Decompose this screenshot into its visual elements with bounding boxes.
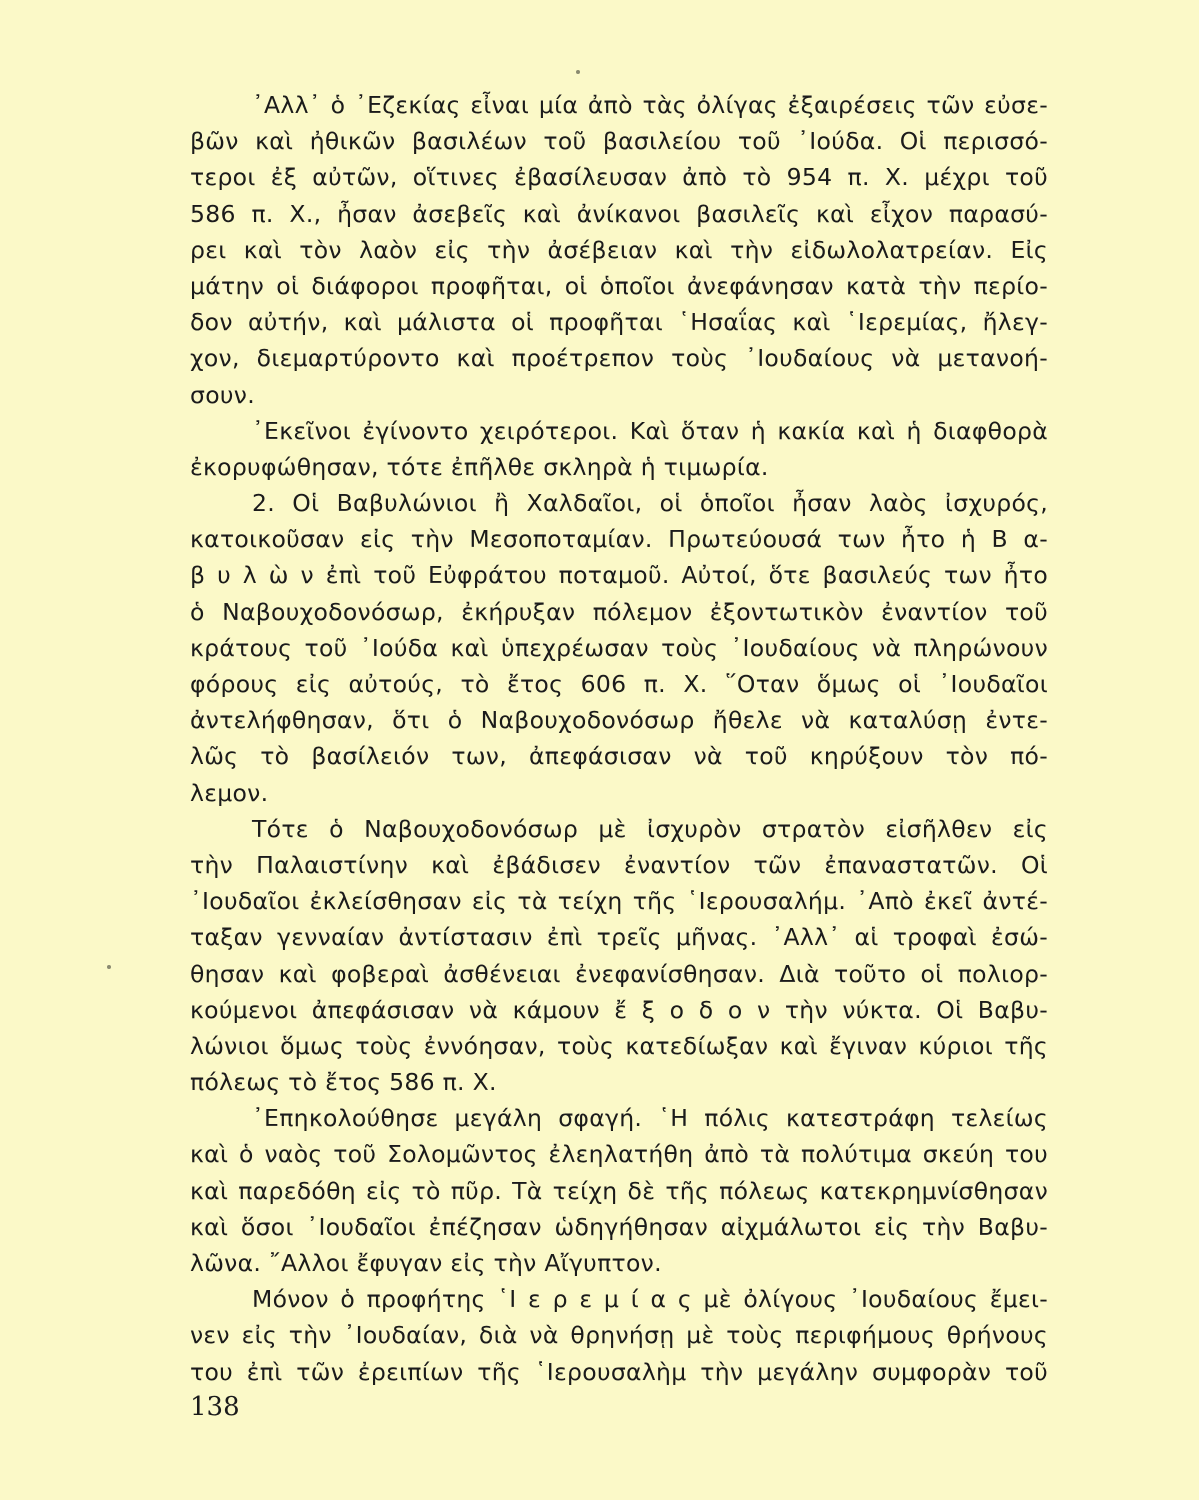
text-line: κατοικοῦσαν εἰς τὴν Μεσοποταμίαν. Πρωτεύουσά των ἦτο ἡ Β α- — [190, 525, 1048, 554]
text-line: κούμενοι ἀπεφάσισαν νὰ κάμουν ἔ ξ ο δ ο ν τὴν νύκτα. Οἱ Βαβυ- — [190, 995, 1048, 1024]
ink-speck — [576, 70, 580, 74]
text-line: κράτους τοῦ ᾿Ιούδα καὶ ὑπεχρέωσαν τοὺς ᾿Ιουδαίους νὰ πληρώνουν — [190, 633, 1048, 662]
text-line: Τότε ὁ Ναβουχοδονόσωρ μὲ ἰσχυρὸν στρατὸν εἰσῆλθεν εἰς — [252, 814, 1048, 843]
text-line: σουν. — [190, 380, 255, 409]
body-text — [190, 87, 1048, 1390]
text-line: λῶς τὸ βασίλειόν των, ἀπεφάσισαν νὰ τοῦ κηρύξουν τὸν πό- — [190, 742, 1048, 771]
text-line: 586 π. Χ., ἦσαν ἀσεβεῖς καὶ ἀνίκανοι βασιλεῖς καὶ εἶχον παρασύ- — [190, 199, 1048, 228]
ink-speck — [107, 965, 111, 969]
text-line: ὁ Ναβουχοδονόσωρ, ἐκήρυξαν πόλεμον ἐξοντωτικὸν ἐναντίον τοῦ — [190, 597, 1048, 626]
text-line: ᾿Αλλ᾿ ὁ ᾿Εζεκίας εἶναι μία ἀπὸ τὰς ὀλίγας ἐξαιρέσεις τῶν εὐσε- — [252, 91, 1048, 119]
text-line: β υ λ ὼ ν ἐπὶ τοῦ Εὐφράτου ποταμοῦ. Αὐτοί, ὅτε βασιλεύς των ἦτο — [190, 561, 1048, 590]
text-line: ᾿Εκεῖνοι ἐγίνοντο χειρότεροι. Καὶ ὅταν ἡ κακία καὶ ἡ διαφθορὰ — [252, 416, 1048, 445]
text-line: Μόνον ὁ προφήτης ῾Ι ε ρ ε μ ί α ς μὲ ὀλίγους ᾿Ιουδαίους ἔμει- — [252, 1285, 1048, 1314]
text-line: ᾿Ιουδαῖοι ἐκλείσθησαν εἰς τὰ τείχη τῆς ῾Ιερουσαλήμ. ᾿Απὸ ἐκεῖ ἀντέ- — [190, 887, 1048, 916]
text-line: νεν εἰς τὴν ᾿Ιουδαίαν, διὰ νὰ θρηνήσῃ μὲ τοὺς περιφήμους θρήνους — [190, 1321, 1048, 1350]
text-line: ἐκορυφώθησαν, τότε ἐπῆλθε σκληρὰ ἡ τιμωρία. — [190, 452, 769, 481]
text-line: πόλεως τὸ ἔτος 586 π. Χ. — [190, 1068, 497, 1097]
text-line: λῶνα. ῎Αλλοι ἔφυγαν εἰς τὴν Αἴγυπτον. — [190, 1249, 662, 1277]
text-line: λώνιοι ὅμως τοὺς ἐννόησαν, τοὺς κατεδίωξαν καὶ ἔγιναν κύριοι τῆς — [190, 1031, 1048, 1060]
text-line: του ἐπὶ τῶν ἐρειπίων τῆς ῾Ιερουσαλὴμ τὴν μεγάλην συμφορὰν τοῦ — [190, 1357, 1048, 1386]
text-line: μάτην οἱ διάφοροι προφῆται, οἱ ὁποῖοι ἀνεφάνησαν κατὰ τὴν περίο- — [190, 271, 1048, 300]
text-line: δον αὐτήν, καὶ μάλιστα οἱ προφῆται ῾Ησαΐας καὶ ῾Ιερεμίας, ἤλεγ- — [190, 308, 1048, 337]
text-line: τεροι ἐξ αὐτῶν, οἵτινες ἐβασίλευσαν ἀπὸ τὸ 954 π. Χ. μέχρι τοῦ — [190, 163, 1048, 192]
text-line: βῶν καὶ ἠθικῶν βασιλέων τοῦ βασιλείου τοῦ ᾿Ιούδα. Οἱ περισσό- — [190, 127, 1048, 156]
text-line: καὶ παρεδόθη εἰς τὸ πῦρ. Τὰ τείχη δὲ τῆς πόλεως κατεκρημνίσθησαν — [190, 1176, 1048, 1205]
text-line: καὶ ὁ ναὸς τοῦ Σολομῶντος ἐλεηλατήθη ἀπὸ τὰ πολύτιμα σκεύη του — [190, 1140, 1048, 1169]
text-line: ἀντελήφθησαν, ὅτι ὁ Ναβουχοδονόσωρ ἤθελε νὰ καταλύσῃ ἐντε- — [190, 706, 1048, 735]
page-number: 138 — [190, 1392, 240, 1422]
text-line: φόρους εἰς αὐτούς, τὸ ἔτος 606 π. Χ. ῞Οταν ὅμως οἱ ᾿Ιουδαῖοι — [190, 670, 1048, 698]
text-line: λεμον. — [190, 778, 269, 807]
text-line: ταξαν γενναίαν ἀντίστασιν ἐπὶ τρεῖς μῆνας. ᾿Αλλ᾿ αἱ τροφαὶ ἐσώ- — [190, 923, 1048, 952]
text-line: τὴν Παλαιστίνην καὶ ἐβάδισεν ἐναντίον τῶν ἐπαναστατῶν. Οἱ — [190, 850, 1048, 879]
text-line: ρει καὶ τὸν λαὸν εἰς τὴν ἀσέβειαν καὶ τὴν εἰδωλολατρείαν. Εἰς — [190, 235, 1048, 264]
text-line: θησαν καὶ φοβεραὶ ἀσθένειαι ἐνεφανίσθησαν. Διὰ τοῦτο οἱ πολιορ- — [190, 959, 1048, 988]
text-line: χον, διεμαρτύροντο καὶ προέτρεπον τοὺς ᾿Ιουδαίους νὰ μετανοή- — [190, 344, 1048, 373]
text-line: 2. Οἱ Βαβυλώνιοι ἢ Χαλδαῖοι, οἱ ὁποῖοι ἦσαν λαὸς ἰσχυρός, — [252, 489, 1048, 518]
text-line: ᾿Επηκολούθησε μεγάλη σφαγή. ῾Η πόλις κατεστράφη τελείως — [252, 1104, 1048, 1133]
text-line: καὶ ὅσοι ᾿Ιουδαῖοι ἐπέζησαν ὡδηγήθησαν αἰχμάλωτοι εἰς τὴν Βαβυ- — [190, 1212, 1048, 1241]
